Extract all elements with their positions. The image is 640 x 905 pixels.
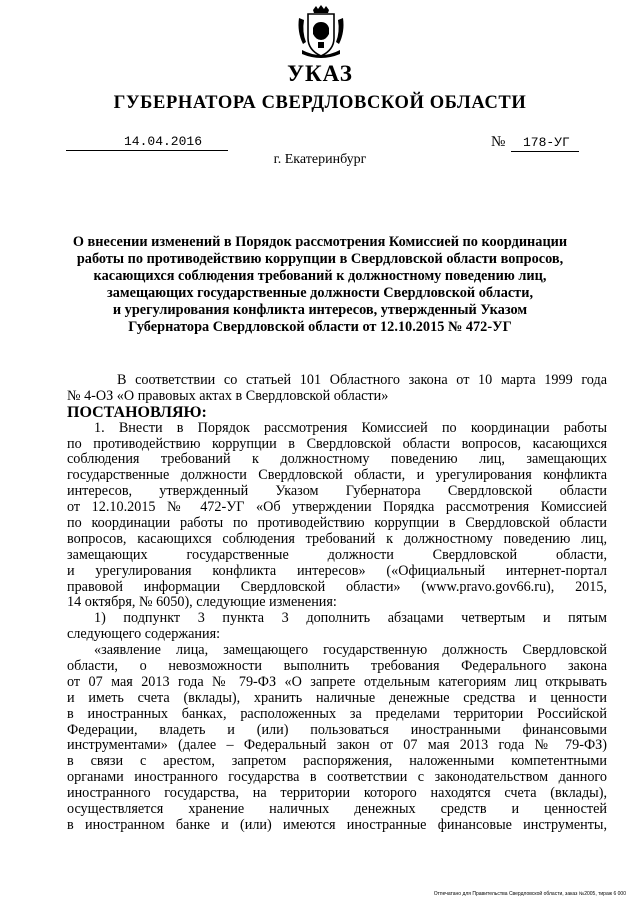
document-city: г. Екатеринбург [273, 152, 367, 167]
body-line: от 12.10.2015 № 472-УГ «Об утверждении Порядка рассмотрения Комиссией [67, 500, 607, 516]
title-line: замещающих государственные должности Свердловской области, [106, 285, 534, 301]
document-number [491, 134, 587, 152]
body-line: следующего содержания: [67, 627, 221, 643]
body-line: В соответствии со статьей 101 Областного закона от 10 марта 1999 года [117, 373, 607, 388]
body-line: в иностранном банке и (или) имеются иностранные финансовые инструменты, [67, 817, 607, 833]
document-body [67, 373, 607, 834]
body-line: 14 октября, № 6050), следующие изменения: [67, 595, 337, 611]
body-line: и урегулирования конфликта интересов» («Официальный интернет-портал [67, 563, 607, 579]
number-value: 178-УГ [511, 135, 579, 152]
document-date: 14.04.2016 [66, 134, 228, 151]
body-line: и иметь счета (вклады), хранить наличные денежные средства и ценности [67, 690, 607, 706]
body-line: правовой информации Свердловской области» (www.pravo.gov66.ru), 2015, [67, 579, 607, 595]
decree-heading: ПОСТАНОВЛЯЮ: [67, 404, 207, 421]
number-sign: № [491, 134, 506, 150]
body-line: «заявление лица, замещающего государственную должность Свердловской [94, 643, 607, 659]
body-line: инструментами» (далее – Федеральный закон от 07 мая 2013 года № 79-ФЗ) [67, 738, 607, 754]
body-line: замещающих государственные должности Свердловской области, [67, 547, 607, 563]
document-title [70, 234, 570, 336]
body-line: государственные должности Свердловской области, и урегулирования конфликта [67, 468, 607, 484]
body-line: 1. Внести в Порядок рассмотрения Комиссией по координации работы [94, 420, 607, 436]
body-line: от 07 мая 2013 года № 79-ФЗ «О запрете отдельным категориям лиц открывать [67, 674, 607, 690]
body-line: осуществляется хранение наличных денежных средств и ценностей [67, 802, 607, 818]
title-line: Губернатора Свердловской области от 12.10.2015 № 472-УГ [128, 319, 512, 335]
body-line: 1) подпункт 3 пункта 3 дополнить абзацами четвертым и пятым [94, 611, 607, 627]
coat-of-arms-icon [296, 4, 346, 60]
document-type: УКАЗ [287, 61, 353, 86]
body-line: органами иностранного государства в соответствии с законодательством данного [67, 770, 607, 786]
print-note: Отпечатано для Правительства Свердловской области, заказ №2005, тираж 6 000 [433, 891, 626, 897]
body-line: в связи с арестом, запретом распоряжения, наложенными компетентными [67, 754, 607, 770]
body-line: вопросов, касающихся соблюдения требований к должностному поведению лиц, [67, 531, 607, 547]
body-line: области, о невозможности выполнить требования Федерального закона [67, 659, 607, 675]
document-issuer: ГУБЕРНАТОРА СВЕРДЛОВСКОЙ ОБЛАСТИ [113, 93, 527, 113]
body-line: в иностранных банках, расположенных за пределами территории Российской [67, 706, 607, 722]
title-line: касающихся соблюдения требований к должностному поведению лиц, [93, 268, 547, 284]
body-line: Федерации, владеть и (или) пользоваться иностранными финансовыми [67, 722, 607, 738]
body-line: по противодействию коррупции в Свердловской области вопросов, касающихся [67, 436, 607, 452]
title-line: О внесении изменений в Порядок рассмотрения Комиссией по координации [72, 234, 568, 250]
body-line: № 4-ОЗ «О правовых актах в Свердловской области» [67, 388, 389, 404]
title-line: работы по противодействию коррупции в Свердловской области вопросов, [76, 251, 564, 267]
body-line: иностранного государства, на территории которого находятся счета (вклады), [67, 786, 607, 802]
body-line: интересов, утвержденный Указом Губернатора Свердловской области [67, 484, 607, 500]
body-line: соблюдения требований к должностному поведению лиц, замещающих [67, 452, 607, 468]
body-line: по координации работы по противодействию коррупции в Свердловской области [67, 516, 607, 532]
title-line: и урегулирования конфликта интересов, утвержденный Указом [112, 302, 528, 318]
